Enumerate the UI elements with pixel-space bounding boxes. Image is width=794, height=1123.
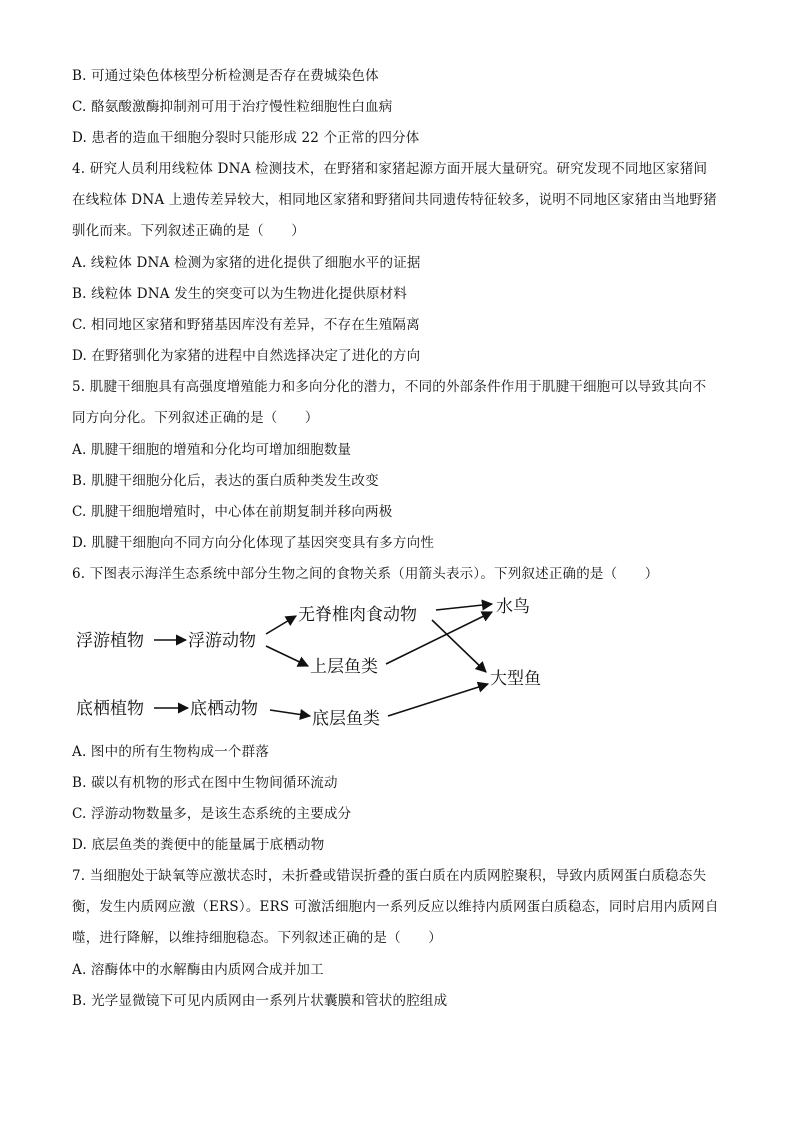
option-6a: A. 图中的所有生物构成一个群落 xyxy=(72,744,270,760)
option-3b: B. 可通过染色体核型分析检测是否存在费城染色体 xyxy=(72,68,379,84)
node-plankton-plants: 浮游植物 xyxy=(76,631,144,651)
node-upper-fish: 上层鱼类 xyxy=(310,657,378,677)
question-7-stem-line-1: 7. 当细胞处于缺氧等应激状态时，未折叠或错误折叠的蛋白质在内质网腔聚积，导致内质网蛋白质稳态失 xyxy=(72,868,707,884)
option-4d: D. 在野猪驯化为家猪的进程中自然选择决定了进化的方向 xyxy=(72,348,421,364)
option-3c: C. 酪氨酸激酶抑制剂可用于治疗慢性粒细胞性白血病 xyxy=(72,99,393,115)
question-5-stem-line-1: 5. 肌腱干细胞具有高强度增殖能力和多向分化的潜力，不同的外部条件作用于肌腱干细胞可以导致其向不 xyxy=(72,379,707,395)
node-bottom-fish: 底层鱼类 xyxy=(312,709,380,729)
arrow-plankton-animals-to-upper-fish xyxy=(266,646,308,666)
option-6b: B. 碳以有机物的形式在图中生物间循环流动 xyxy=(72,775,338,791)
node-large-fish: 大型鱼 xyxy=(490,669,541,689)
arrow-bottom-fish-to-large-fish xyxy=(388,684,488,716)
food-web-diagram xyxy=(60,588,580,738)
question-7-stem-line-2: 衡，发生内质网应激（ERS）。ERS 可激活细胞内一系列反应以维持内质网蛋白质稳态，同时启用内质网自 xyxy=(72,899,719,915)
arrow-invertebrates-to-water-birds xyxy=(436,604,492,610)
question-4-stem-line-2: 在线粒体 DNA 上遗传差异较大，相同地区家猪和野猪间共同遗传特征较多，说明不同地区家猪由当地野猪 xyxy=(72,192,717,208)
option-4b: B. 线粒体 DNA 发生的突变可以为生物进化提供原材料 xyxy=(72,286,408,302)
option-3d: D. 患者的造血干细胞分裂时只能形成 22 个正常的四分体 xyxy=(72,130,420,146)
question-4-stem-line-1: 4. 研究人员利用线粒体 DNA 检测技术，在野猪和家猪起源方面开展大量研究。研究发现不同地区家猪间 xyxy=(72,161,708,177)
arrow-benthic-animals-to-bottom-fish xyxy=(270,710,310,716)
question-6-stem: 6. 下图表示海洋生态系统中部分生物之间的食物关系（用箭头表示）。下列叙述正确的是（ ） xyxy=(72,566,659,582)
arrow-plankton-animals-to-invertebrates xyxy=(266,616,296,634)
option-5b: B. 肌腱干细胞分化后，表达的蛋白质种类发生改变 xyxy=(72,473,379,489)
node-benthic-plants: 底栖植物 xyxy=(76,699,144,719)
node-plankton-animals: 浮游动物 xyxy=(188,631,256,651)
option-7b: B. 光学显微镜下可见内质网由一系列片状囊膜和管状的腔组成 xyxy=(72,993,448,1009)
option-6c: C. 浮游动物数量多，是该生态系统的主要成分 xyxy=(72,806,352,822)
option-5c: C. 肌腱干细胞增殖时，中心体在前期复制并移向两极 xyxy=(72,504,393,520)
option-6d: D. 底层鱼类的粪便中的能量属于底栖动物 xyxy=(72,837,325,853)
option-5d: D. 肌腱干细胞向不同方向分化体现了基因突变具有多方向性 xyxy=(72,535,435,551)
question-4-stem-line-3: 驯化而来。下列叙述正确的是（ ） xyxy=(72,223,305,239)
option-5a: A. 肌腱干细胞的增殖和分化均可增加细胞数量 xyxy=(72,442,352,458)
node-invertebrate-carnivores: 无脊椎肉食动物 xyxy=(298,605,417,625)
question-7-stem-line-3: 噬，进行降解，以维持细胞稳态。下列叙述正确的是（ ） xyxy=(72,930,442,946)
node-water-birds: 水鸟 xyxy=(496,597,530,617)
option-7a: A. 溶酶体中的水解酶由内质网合成并加工 xyxy=(72,962,324,978)
node-benthic-animals: 底栖动物 xyxy=(190,699,258,719)
option-4a: A. 线粒体 DNA 检测为家猪的进化提供了细胞水平的证据 xyxy=(72,255,421,271)
option-4c: C. 相同地区家猪和野猪基因库没有差异，不存在生殖隔离 xyxy=(72,317,420,333)
question-5-stem-line-2: 同方向分化。下列叙述正确的是（ ） xyxy=(72,410,319,426)
